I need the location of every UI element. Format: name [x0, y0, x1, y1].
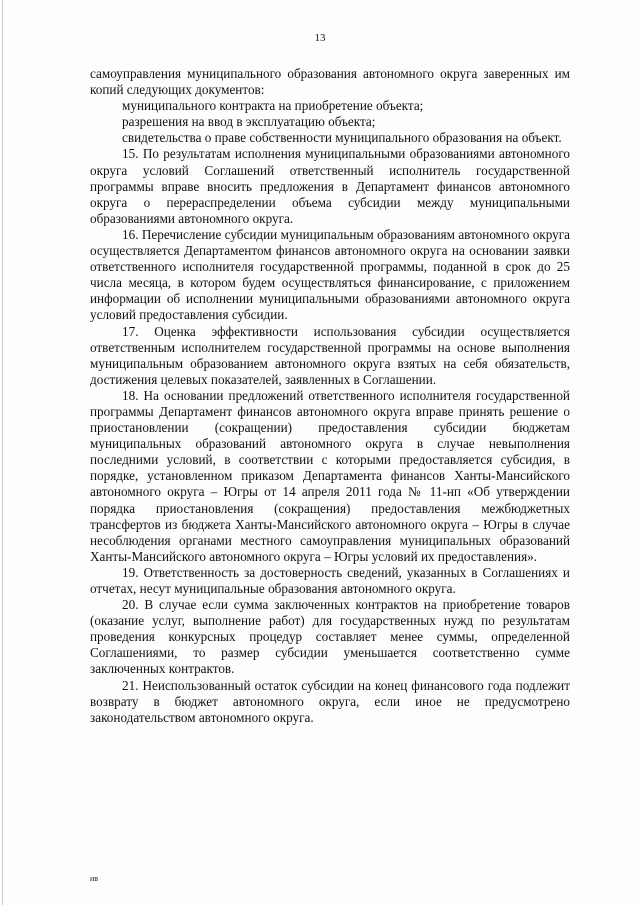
- footer-mark: ив: [90, 874, 99, 883]
- paragraph-19: 19. Ответственность за достоверность сведений, указанных в Соглашениях и отчетах, несут муниципальные образования автономного округа.: [90, 564, 570, 596]
- document-body: [90, 66, 570, 726]
- paragraph-21: 21. Неиспользованный остаток субсидии на конец финансового года подлежит возврату в бюджет автономного округа, если иное не предусмотрено законодательством автономного округа.: [90, 677, 570, 725]
- page-number: 13: [314, 32, 326, 44]
- paragraph-16: 16. Перечисление субсидии муниципальным образованиям автономного округа осуществляется Департаментом финансов автономного округа на основании заявки ответственного исполнителя государственной программы, поданной в срок до 25 числа месяца, в котором будем осуществляться финансирование, с приложением информации об исполнении муниципальными образованиями автономного округа условий предоставления субсидии.: [90, 226, 570, 323]
- list-item: муниципального контракта на приобретение объекта;: [122, 98, 424, 114]
- paragraph-20: 20. В случае если сумма заключенных контрактов на приобретение товаров (оказание услуг, выполнение работ) для государственных нужд по результатам проведения конкурсных процедур составляет менее суммы, определенной Соглашениями, то размер субсидии уменьшается соответственно сумме заключенных контрактов.: [90, 597, 570, 677]
- scan-edge: [2, 0, 3, 905]
- paragraph-continuation: самоуправления муниципального образования автономного округа заверенных им копий следующих документов:: [90, 66, 570, 98]
- paragraph-15: 15. По результатам исполнения муниципальными образованиями автономного округа условий Соглашений ответственный исполнитель государственной программы вправе вносить предложения в Департамент финансов автономного округа о перераспределении объема субсидии между муниципальными образованиями автономного округа.: [90, 146, 570, 226]
- list-item: свидетельства о праве собственности муниципального образования на объект.: [122, 130, 562, 146]
- paragraph-18: 18. На основании предложений ответственного исполнителя государственной программы Департамент финансов автономного округа вправе принять решение о приостановлении (сокращении) предоставления субсидии бюджетам муниципальных образований автономного округа в случае невыполнения последними условий, в соответствии с которыми предоставляется субсидия, в порядке, установленном приказом Департамента финансов Ханты-Мансийского автономного округа – Югры от 14 апреля 2011 года № 11-нп «Об утверждении порядка приостановления (сокращения) предоставления межбюджетных трансфертов из бюджета Ханты-Мансийского автономного округа – Югры в случае несоблюдения органами местного самоуправления муниципальных образований Ханты-Мансийского автономного округа – Югры условий их предоставления».: [90, 387, 570, 564]
- list-item: разрешения на ввод в эксплуатацию объекта;: [122, 114, 376, 130]
- paragraph-17: 17. Оценка эффективности использования субсидии осуществляется ответственным исполнителем государственной программы на основе выполнения муниципальным образованием автономного округа взятых на себя обязательств, достижения целевых показателей, заявленных в Соглашении.: [90, 323, 570, 387]
